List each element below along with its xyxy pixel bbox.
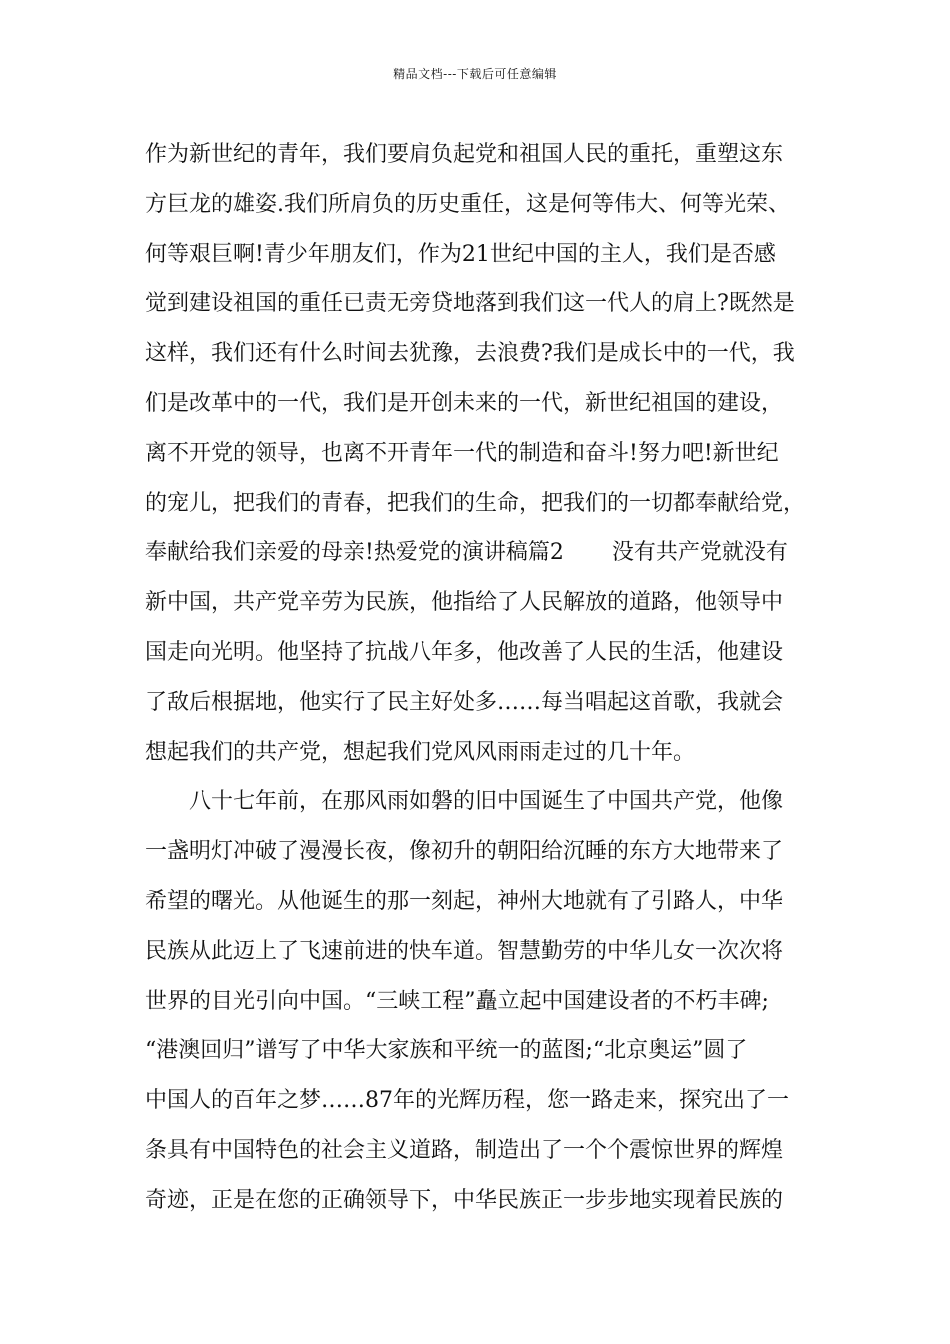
page-header: 精品文档---下载后可任意编辑 xyxy=(393,67,557,81)
section-heading: 奉献给我们亲爱的母亲!热爱党的演讲稿篇2 xyxy=(145,540,564,566)
section-start-text: 没有共产党就没有 xyxy=(611,540,788,566)
text-line: 中国人的百年之梦……87年的光辉历程，您一路走来，探究出了一 xyxy=(145,1088,789,1114)
paragraph-first-line: 八十七年前，在那风雨如磐的旧中国诞生了中国共产党，他像 xyxy=(189,789,784,815)
text-line: 方巨龙的雄姿.我们所肩负的历史重任，这是何等伟大、何等光荣、 xyxy=(145,191,790,217)
text-line-with-section-heading xyxy=(145,528,825,578)
text-line: 何等艰巨啊!青少年朋友们，作为21世纪中国的主人，我们是否感 xyxy=(145,241,776,267)
text-line: “港澳回归”谱写了中华大家族和平统一的蓝图;“北京奥运”圆了 xyxy=(145,1038,748,1064)
text-line: 世界的目光引向中国。“三峡工程”矗立起中国建设者的不朽丰碑; xyxy=(145,988,769,1014)
text-line: 离不开党的领导，也离不开青年一代的制造和奋斗!努力吧!新世纪 xyxy=(145,440,779,466)
text-line: 想起我们的共产党，想起我们党风风雨雨走过的几十年。 xyxy=(145,739,696,765)
text-line: 们是改革中的一代，我们是开创未来的一代，新世纪祖国的建设， xyxy=(145,390,784,416)
text-line: 这样，我们还有什么时间去犹豫，去浪费?我们是成长中的一代，我 xyxy=(145,341,795,367)
text-line: 觉到建设祖国的重任已责无旁贷地落到我们这一代人的肩上?既然是 xyxy=(145,291,795,317)
text-line: 一盏明灯冲破了漫漫长夜，像初升的朝阳给沉睡的东方大地带来了 xyxy=(145,839,784,865)
text-line: 民族从此迈上了飞速前进的快车道。智慧勤劳的中华儿女一次次将 xyxy=(145,938,784,964)
text-line: 的宠儿，把我们的青春，把我们的生命，把我们的一切都奉献给党， xyxy=(145,490,806,516)
text-line: 奇迹，正是在您的正确领导下，中华民族正一步步地实现着民族的 xyxy=(145,1187,784,1213)
document-body xyxy=(145,130,825,1226)
text-line: 条具有中国特色的社会主义道路，制造出了一个个震惊世界的辉煌 xyxy=(145,1137,784,1163)
text-line: 国走向光明。他坚持了抗战八年多，他改善了人民的生活，他建设 xyxy=(145,639,784,665)
text-line: 希望的曙光。从他诞生的那一刻起，神州大地就有了引路人，中华 xyxy=(145,888,784,914)
text-line: 作为新世纪的青年，我们要肩负起党和祖国人民的重托，重塑这东 xyxy=(145,142,784,167)
text-line: 新中国，共产党辛劳为民族，他指给了人民解放的道路，他领导中 xyxy=(145,590,784,616)
text-line: 了敌后根据地，他实行了民主好处多……每当唱起这首歌，我就会 xyxy=(145,689,784,715)
